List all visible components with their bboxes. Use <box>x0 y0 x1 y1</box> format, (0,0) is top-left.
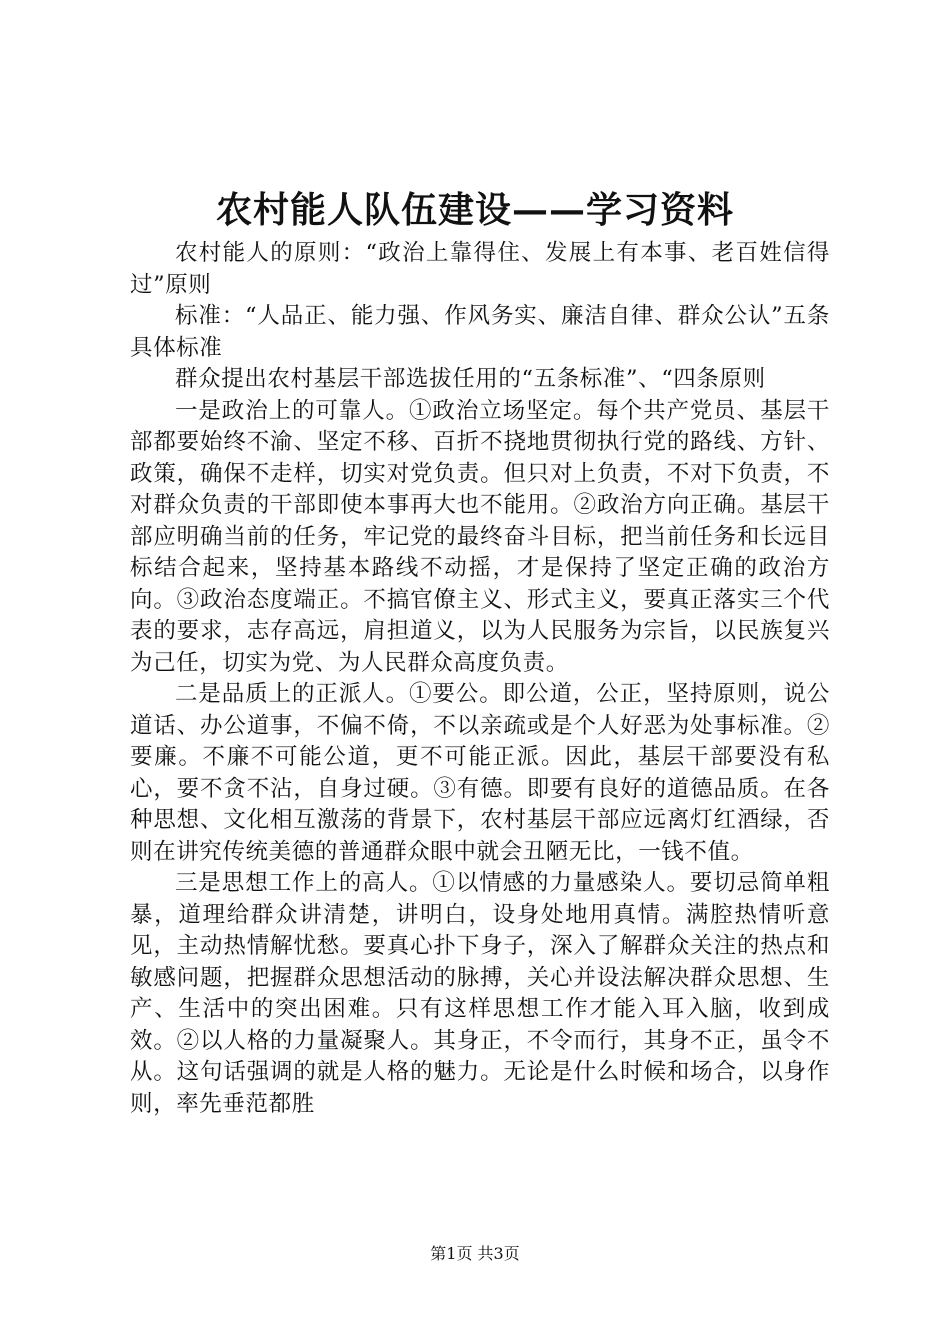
selection-paragraph: 群众提出农村基层干部选拔任用的“五条标准”、“四条原则 <box>175 366 766 392</box>
principle-paragraph: 农村能人的原则：“政治上靠得住、发展上有本事、老百姓信得过”原则 <box>130 240 830 298</box>
political-paragraph: 一是政治上的可靠人。①政治立场坚定。每个共产党员、基层干部都要始终不渝、坚定不移、百折不挠地贯彻执行党的路线、方针、政策，确保不走样，切实对党负责。但只对上负责，不对下负责，不对群众负责的干部即使本事再大也不能用。②政治方向正确。基层干部应明确当前的任务，牢记党的最终奋斗目标，把当前任务和长远目标结合起来，坚持基本路线不动摇，才是保持了坚定正确的政治方向。③政治态度端正。不搞官僚主义、形式主义，要真正落实三个代表的要求，志存高远，肩担道义，以为人民服务为宗旨，以民族复兴为己任，切实为党、为人民群众高度负责。 <box>130 397 830 676</box>
page-number: 第1页 共3页 <box>430 1244 520 1263</box>
document-body <box>130 238 830 1120</box>
document-title: 农村能人队伍建设——学习资料 <box>215 189 734 231</box>
ideological-work-paragraph: 三是思想工作上的高人。①以情感的力量感染人。要切忌简单粗暴，道理给群众讲清楚，讲明白，设身处地用真情。满腔热情听意见，主动热情解忧愁。要真心扑下身子，深入了解群众关注的热点和敏感问题，把握群众思想活动的脉搏，关心并设法解决群众思想、生产、生活中的突出困难。只有这样思想工作才能入耳入脑，收到成效。②以人格的力量凝聚人。其身正，不令而行，其身不正，虽令不从。这句话强调的就是人格的魅力。无论是什么时候和场合，以身作则，率先垂范都胜 <box>130 870 830 1117</box>
character-paragraph: 二是品质上的正派人。①要公。即公道，公正，坚持原则，说公道话、办公道事，不偏不倚，不以亲疏或是个人好恶为处事标准。②要廉。不廉不可能公道，更不可能正派。因此，基层干部要没有私心，要不贪不沾，自身过硬。③有德。即要有良好的道德品质。在各种思想、文化相互激荡的背景下，农村基层干部应远离灯红酒绿，否则在讲究传统美德的普通群众眼中就会丑陋无比，一钱不值。 <box>130 681 830 865</box>
standard-paragraph: 标准：“人品正、能力强、作风务实、廉洁自律、群众公认”五条具体标准 <box>130 303 830 361</box>
